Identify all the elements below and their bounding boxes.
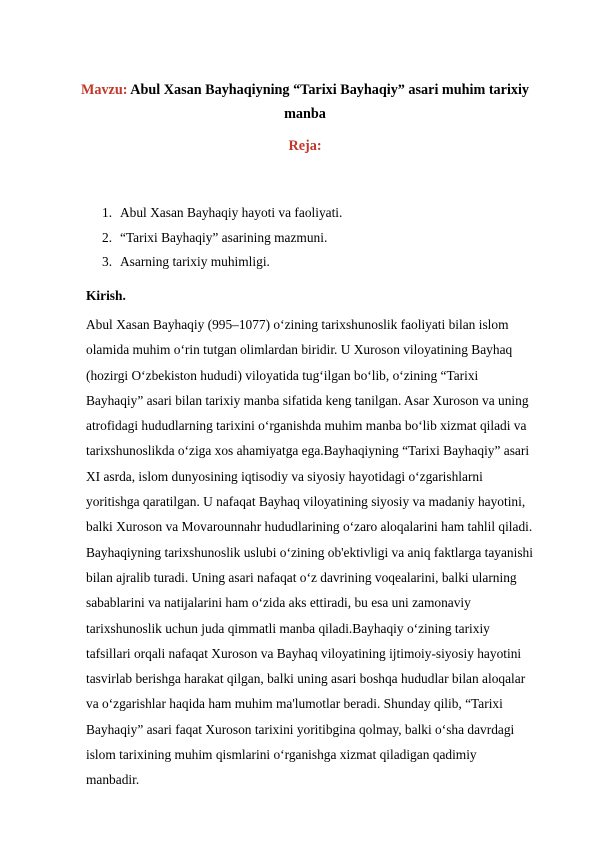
document-title — [70, 78, 540, 126]
plan-item-number: 3. — [102, 254, 113, 269]
paragraph-line: Bayhaqiyning tarixshunoslik uslubi oʻzining ob'ektivligi va aniq faktlarga tayanishi — [86, 544, 533, 560]
intro-paragraph — [86, 315, 533, 796]
topic-label: Mavzu: — [80, 82, 128, 98]
title-text: Abul Xasan Bayhaqiyning “Tarixi Bayhaqiy” asari muhim tarixiy — [130, 82, 530, 98]
paragraph-line: tasvirlab berishga harakat qilgan, balki uning asari boshqa hududlar bilan aloqalar — [86, 671, 526, 687]
paragraph-line: tarixshunoslik uchun juda qimmatli manba qiladi.Bayhaqiy oʻzining tarixiy — [86, 620, 490, 636]
paragraph-line: manbadir. — [86, 772, 140, 788]
intro-heading: Kirish. — [86, 288, 126, 303]
paragraph-line: Bayhaqiy” asari faqat Xuroson tarixini yoritibgina qolmay, balki oʻsha davrdagi — [86, 721, 515, 737]
plan-heading: Reja: — [288, 138, 322, 154]
paragraph-line: tafsillari orqali nafaqat Xuroson va Bayhaq viloyatining ijtimoiy-siyosiy hayotini — [86, 645, 522, 661]
paragraph-line: yoritishga qaratilgan. U nafaqat Bayhaq viloyatining siyosiy va madaniy hayotini, — [86, 494, 526, 510]
paragraph-line: bilan ajralib turadi. Uning asari nafaqat oʻz davrining voqealarini, balki ularning — [86, 569, 517, 585]
plan-item — [102, 252, 342, 277]
plan-item-number: 1. — [102, 205, 113, 220]
paragraph-line: atrofidagi hududlarning tarixini oʻrganishda muhim manba boʻlib xizmat qiladi va — [86, 418, 527, 434]
plan-item — [102, 203, 342, 228]
plan-item — [102, 228, 342, 253]
paragraph-line: (hozirgi Oʻzbekiston hududi) viloyatida tugʻilgan boʻlib, oʻzining “Tarixi — [86, 367, 479, 383]
title-line-1 — [70, 78, 540, 102]
plan-item-text: “Tarixi Bayhaqiy” asarining mazmuni. — [120, 229, 328, 245]
paragraph-line: tarixshunoslikda oʻziga xos ahamiyatga ega.Bayhaqiyning “Tarixi Bayhaqiy” asari — [86, 443, 530, 459]
paragraph-line: Bayhaqiy” asari bilan tarixiy manba sifatida keng tanilgan. Asar Xuroson va uning — [86, 392, 529, 408]
paragraph-line: balki Xuroson va Movarounnahr hududlarining oʻzaro aloqalarini ham tahlil qiladi. — [86, 519, 533, 535]
paragraph-line: olamida muhim oʻrin tutgan olimlardan biridir. U Xuroson viloyatining Bayhaq — [86, 342, 513, 358]
paragraph-line: Abul Xasan Bayhaqiy (995–1077) oʻzining tarixshunoslik faoliyati bilan islom — [86, 317, 509, 332]
plan-list — [102, 203, 342, 277]
title-line-2: manba — [284, 106, 326, 122]
plan-item-text: Abul Xasan Bayhaqiy hayoti va faoliyati. — [120, 205, 343, 220]
paragraph-line: va oʻzgarishlar haqida ham muhim ma'lumotlar beradi. Shunday qilib, “Tarixi — [86, 696, 503, 712]
paragraph-line: XI asrda, islom dunyosining iqtisodiy va siyosiy hayotidagi oʻzgarishlarni — [86, 468, 483, 484]
paragraph-line: sabablarini va natijalarini ham oʻzida aks ettiradi, bu esa uni zamonaviy — [86, 595, 471, 611]
plan-item-number: 2. — [102, 229, 113, 245]
plan-item-text: Asarning tarixiy muhimligi. — [120, 254, 270, 269]
paragraph-line: islom tarixining muhim qismlarini oʻrganishga xizmat qiladigan qadimiy — [86, 747, 477, 763]
